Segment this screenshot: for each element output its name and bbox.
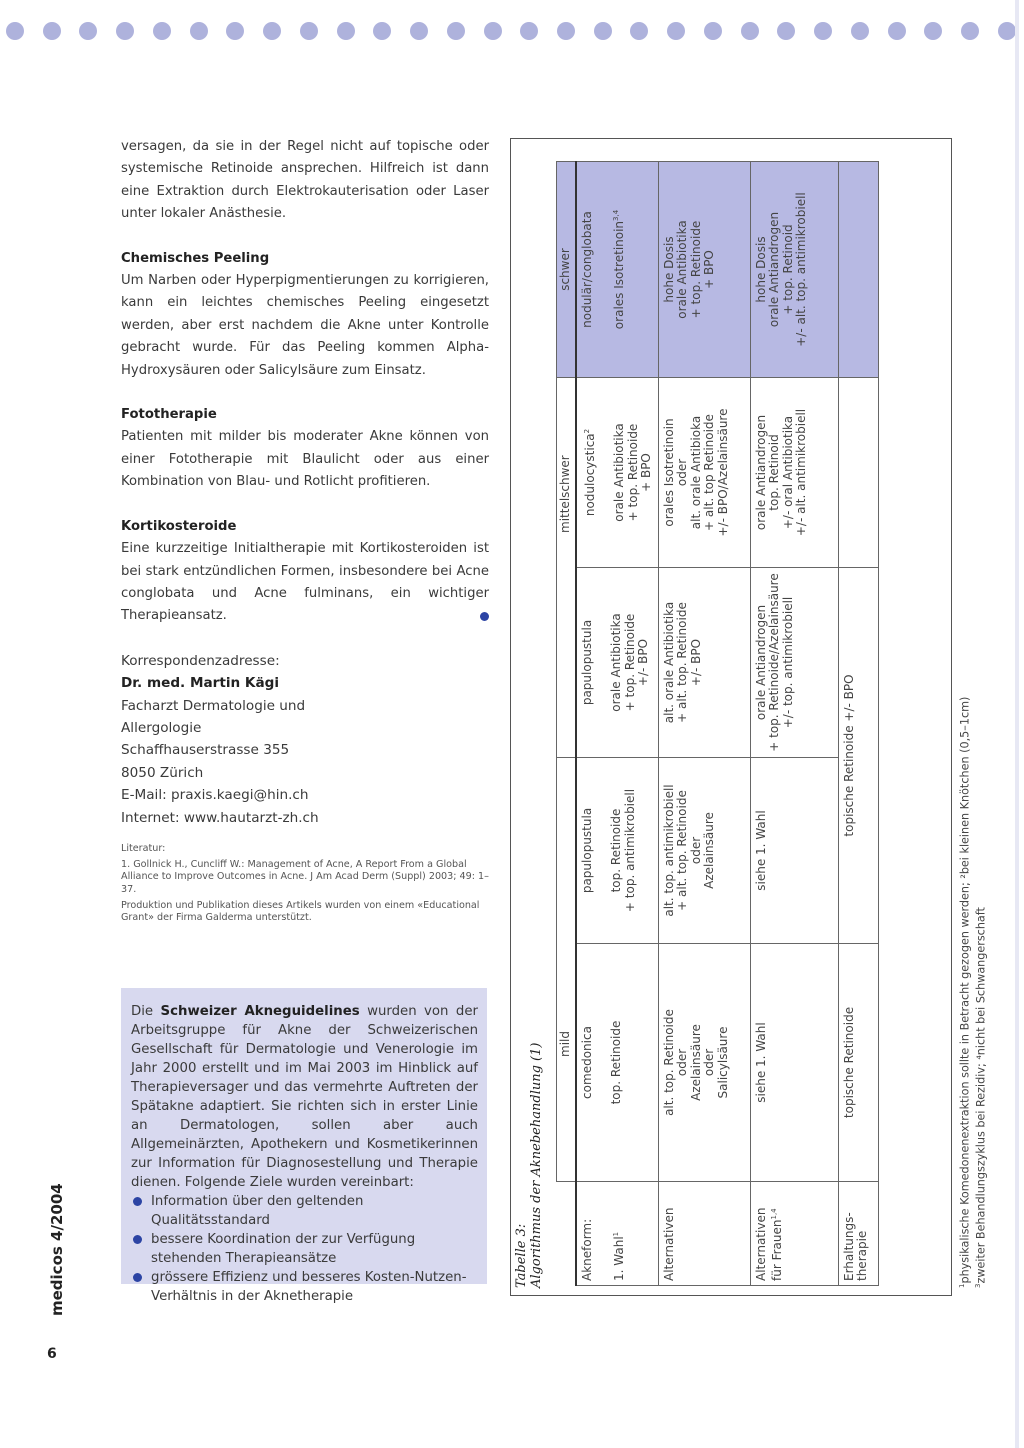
intro-paragraph: versagen, da sie in der Regel nicht auf topische oder systemische Retinoide ansprechen. Hilfreich ist dann eine Extraktion durch Elektrokauterisation oder Laser unter lokaler Anästhesie. xyxy=(121,139,489,222)
dot-icon xyxy=(961,22,979,40)
table-cell: + top. Retinoid xyxy=(780,224,795,315)
page-number: 6 xyxy=(47,1346,57,1362)
table-cell: +/- BPO/Azelainsäure xyxy=(715,408,730,537)
dot-icon xyxy=(630,22,648,40)
section-paragraph: Patienten mit milder bis moderater Akne können von einer Fototherapie mit Blaulicht oder aus einer Kombination von Blau- und Rotlicht profitieren. xyxy=(121,429,489,490)
footnote-mark: 3,4 xyxy=(612,209,620,221)
address-line: Facharzt Dermatologie und xyxy=(121,697,306,714)
author-name: Dr. med. Martin Kägi xyxy=(121,675,280,692)
table-cell: alt. top. Retinoide xyxy=(661,1009,676,1116)
table-cell: Azelainsäure xyxy=(702,812,716,889)
table-cell: papulopustula xyxy=(579,619,594,706)
severity-schwer: schwer xyxy=(557,162,576,378)
table-cell: Azelainsäure xyxy=(688,1024,703,1101)
table-cell: + alt. top. Retinoide xyxy=(675,790,689,911)
list-item: grössere Effizienz und besseres Kosten-Nutzen-Verhältnis in der Aknetherapie xyxy=(131,1268,478,1306)
dot-icon xyxy=(484,22,502,40)
dot-icon xyxy=(153,22,171,40)
table-cell: +/- alt. top. antimikrobiell xyxy=(794,192,808,347)
row-label: therapie xyxy=(855,1230,869,1281)
row-label: für Frauen xyxy=(770,1219,784,1281)
footnote-mark: 1,4 xyxy=(770,1208,778,1220)
footnote: physikalische Komedonenextraktion sollte in Betracht gezogen werden; ²bei kleinen Knötchen (0,5–1cm) xyxy=(958,696,972,1284)
table-cell: + top. Retinoide/Azelainsäure xyxy=(767,573,781,752)
table-cell: alt. orale Antibiotika xyxy=(661,601,676,724)
row-label: Akneform: xyxy=(579,1218,594,1281)
dot-icon xyxy=(594,22,612,40)
rotated-table-panel xyxy=(510,136,989,1296)
address-label: Korrespondenzadresse: xyxy=(121,652,280,669)
table-cell: orales Isotretinoin xyxy=(612,220,626,330)
dot-icon xyxy=(373,22,391,40)
table-cell: comedonica xyxy=(579,1026,594,1099)
row-label: Alternativen xyxy=(753,1207,768,1281)
severity-header-row xyxy=(557,162,576,1286)
list-item: bessere Koordination der zur Verfügung stehenden Therapieansätze xyxy=(131,1230,478,1268)
dot-icon xyxy=(263,22,281,40)
severity-mittelschwer: mittelschwer xyxy=(557,378,576,758)
section-text: Eine kurzzeitige Initialtherapie mit Kortikosteroiden ist bei stark entzündlichen Formen, insbesondere bei Acne conglobata und Acne fulminans, ein wichtiger Therapieansatz. xyxy=(121,541,489,624)
table-cell: topische Retinoide +/- BPO xyxy=(838,568,878,944)
page-edge-rule xyxy=(1015,0,1019,1448)
table-cell: siehe 1. Wahl xyxy=(750,944,838,1182)
dot-icon xyxy=(704,22,722,40)
dot-icon xyxy=(814,22,832,40)
literature-label: Literatur: xyxy=(121,842,166,854)
section-heading: Chemisches Peeling xyxy=(121,250,270,266)
severity-mild: mild xyxy=(557,758,576,1182)
table-cell: oder xyxy=(702,1048,716,1077)
table-cell: +/- top. antimikrobiell xyxy=(780,596,795,729)
box-highlight: Schweizer Akneguidelines xyxy=(160,1004,360,1019)
table-cell: + BPO xyxy=(639,453,653,492)
table-row xyxy=(658,162,750,1286)
section-paragraph: Um Narben oder Hyperpigmentierungen zu korrigieren, kann ein leichtes chemisches Peeling eingesetzt werden, aber erst nachdem die Akne unter Kontrolle gebracht wurde. Für das Peeling kommen Alpha-Hydroxysäuren oder Salicylsäure zum Einsatz. xyxy=(121,273,489,378)
address-line: Allergologie xyxy=(121,719,202,736)
row-label: Erhaltungs- xyxy=(841,1212,856,1281)
dot-icon xyxy=(410,22,428,40)
literature-ref: 1. Gollnick H., Cuncliff W.: Management of Acne, A Report From a Global Alliance to Improve Outcomes in Acne. J Am Acad Derm (Suppl) 2003; 49: 1–37. xyxy=(121,859,489,895)
table-cell: orale Antibiotika xyxy=(609,613,623,712)
table-cell: papulopustula xyxy=(579,807,594,894)
dot-icon xyxy=(79,22,97,40)
table-cell: nodulocystica xyxy=(582,433,597,517)
table-cell: hohe Dosis xyxy=(753,236,768,303)
end-of-article-icon xyxy=(480,612,489,621)
table-cell: + alt. top. Retinoide xyxy=(675,602,689,723)
dot-icon xyxy=(300,22,318,40)
footnote: zweiter Behandlungszyklus bei Rezidiv; ⁴nicht bei Schwangerschaft xyxy=(975,907,989,1284)
dot-icon xyxy=(667,22,685,40)
address-city: 8050 Zürich xyxy=(121,764,204,781)
box-paragraph xyxy=(131,1002,478,1192)
table-cell: siehe 1. Wahl xyxy=(750,758,838,944)
table-cell: +/- BPO xyxy=(636,638,650,687)
table-cell: top. Retinoid xyxy=(767,434,781,511)
treatment-algorithm-table xyxy=(556,161,879,1286)
table-title-line: Tabelle 3: xyxy=(514,1223,529,1288)
table-cell: +/- oral Antibiotika xyxy=(780,415,795,530)
text-column xyxy=(121,136,489,928)
table-cell: alt. top. antimikrobiell xyxy=(661,784,676,917)
table-footnotes: $^1$physikalische Komedonenextraktion sollte in Betracht gezogen werden; ²bei kleinen Knötchen (0,5–1cm) $^3$zweiter Behandlungszyklus bei Rezidiv; ⁴nicht bei Schwangerschaft xyxy=(958,696,989,1288)
dot-icon xyxy=(43,22,61,40)
address-street: Schaffhauserstrasse 355 xyxy=(121,742,290,759)
table-cell: + top. Retinoide xyxy=(688,220,703,319)
table-title xyxy=(514,1043,544,1288)
dot-icon xyxy=(6,22,24,40)
section-heading: Fototherapie xyxy=(121,407,217,423)
table-cell: orale Antiandrogen xyxy=(753,414,768,531)
section-heading: Kortikosteroide xyxy=(121,518,237,534)
table-cell: oder xyxy=(675,458,689,487)
literature xyxy=(121,843,489,924)
table-cell: orale Antibiotika xyxy=(612,423,626,522)
goals-list xyxy=(131,1192,478,1306)
table-cell: orale Antiandrogen xyxy=(753,604,768,721)
table-cell: oder xyxy=(675,1048,689,1077)
box-text: wurden von der Arbeitsgruppe für Akne der Schweizerischen Gesellschaft für Dermatologie und Venerologie im Jahr 2000 erstellt und im Mai 2003 im Hinblick auf Therapieversager und das vermehrte Auftreten der Spätakne adaptiert. Sie richten sich in erster Linie an Dermatologen, sollen aber auch Allgemeinärzten, Apothekern und Kosmetikerinnen zur Information für Diagnosestellung und Therapie dienen. Folgende Ziele wurden vereinbart: xyxy=(131,1004,478,1190)
address-web: Internet: www.hautarzt-zh.ch xyxy=(121,809,319,826)
dot-icon xyxy=(557,22,575,40)
section-paragraph xyxy=(121,538,489,628)
table-cell: oder xyxy=(688,836,703,865)
table-cell: + top. Retinoide xyxy=(622,613,637,712)
table-cell: alt. orale Antibioka xyxy=(688,415,703,530)
address-email: E-Mail: praxis.kaegi@hin.ch xyxy=(121,787,309,804)
dot-icon xyxy=(190,22,208,40)
table-cell: top. Retinoide xyxy=(609,1020,623,1105)
table-cell: +/- BPO xyxy=(688,638,703,687)
table-cell: +/- alt. antimikrobiell xyxy=(794,408,808,537)
table-cell: Salicylsäure xyxy=(715,1026,730,1099)
table-cell: top. Retinoide xyxy=(609,808,623,893)
dot-icon xyxy=(520,22,538,40)
dot-icon xyxy=(924,22,942,40)
table-cell: orale Antibiotika xyxy=(675,220,689,319)
dot-icon xyxy=(226,22,244,40)
row-label: 1. Wahl xyxy=(612,1236,626,1281)
table-row xyxy=(838,162,878,1286)
table-row xyxy=(576,162,659,1286)
guidelines-info-box xyxy=(121,988,487,1304)
table-title-line: Algorithmus der Aknebehandlung (1) xyxy=(529,1042,544,1288)
box-text-pre: Die xyxy=(131,1004,161,1019)
table-cell: + top. antimikrobiell xyxy=(622,788,637,913)
correspondence-address xyxy=(121,650,489,829)
table-row xyxy=(750,162,838,1286)
footnote-mark: 1 xyxy=(612,1231,620,1237)
table-cell: hohe Dosis xyxy=(661,236,676,303)
dot-icon xyxy=(777,22,795,40)
table-cell: nodulär/conglobata xyxy=(579,211,594,328)
table-cell: + top. Retinoide xyxy=(625,423,640,522)
footnote-mark: 2 xyxy=(582,428,591,434)
dot-icon xyxy=(447,22,465,40)
table-cell: orale Antiandrogen xyxy=(767,211,781,328)
row-label: Alternativen xyxy=(658,1182,750,1286)
table-cell: topische Retinoide xyxy=(838,944,878,1182)
dot-icon xyxy=(998,22,1016,40)
dot-icon xyxy=(851,22,869,40)
sponsor-note: Produktion und Publikation dieses Artikels wurden von einem «Educational Grant» der Firma Galderma unterstützt. xyxy=(121,899,480,923)
list-item: Information über den geltenden Qualitätsstandard xyxy=(131,1192,478,1230)
table-cell: + alt. top Retinoide xyxy=(702,414,716,531)
table-cell: orales Isotretinoin xyxy=(661,418,676,527)
dot-icon xyxy=(741,22,759,40)
dot-icon xyxy=(888,22,906,40)
journal-name: medicos 4/2004 xyxy=(48,1183,66,1316)
top-dot-border xyxy=(6,22,1016,42)
dot-icon xyxy=(116,22,134,40)
dot-icon xyxy=(337,22,355,40)
table-cell: + BPO xyxy=(702,250,716,289)
